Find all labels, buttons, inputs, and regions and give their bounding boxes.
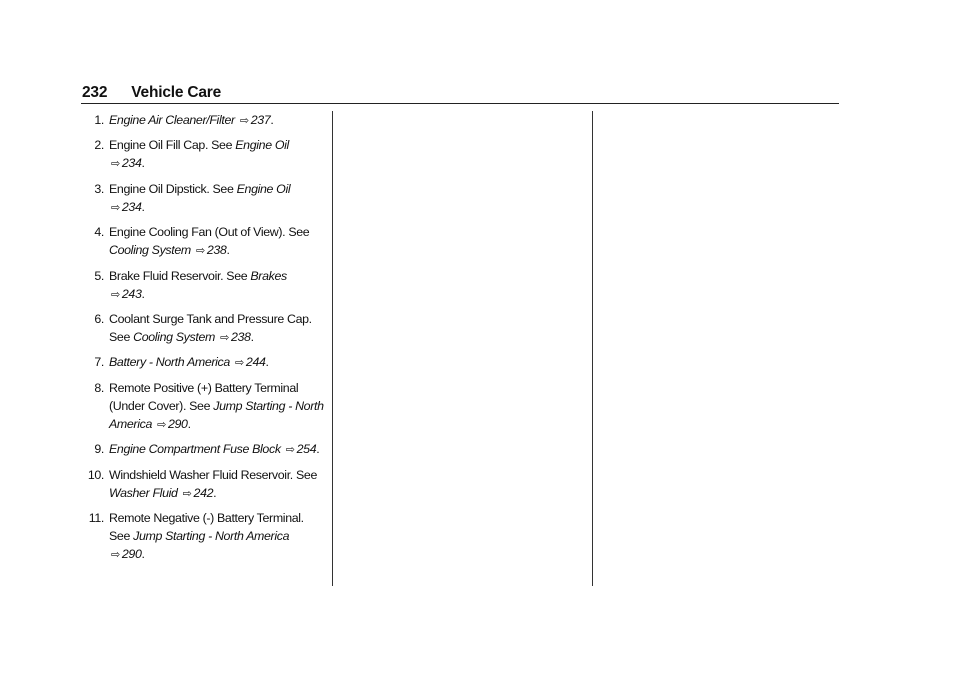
cross-reference-text[interactable]: Battery - North America [109,355,230,370]
section-title: Vehicle Care [131,84,222,101]
item-number: 9. [94,442,104,457]
item-text-segment: . [316,442,320,457]
cross-reference-text[interactable]: 238 [230,329,251,344]
page-reference-arrow-icon: ⇨ [235,357,244,370]
list-item [80,466,325,503]
item-text-segment: Remote Negative (-) Battery Terminal. See [109,510,304,543]
list-item [80,223,325,260]
item-text [109,379,325,434]
column-divider [332,111,333,586]
item-text-segment [191,243,194,257]
item-text-segment: . [226,243,230,258]
item-text-segment: Engine Oil Dipstick. See [109,181,237,196]
page-reference-arrow-icon: ⇨ [111,201,120,214]
item-text [109,466,325,503]
item-text-segment: Engine Oil Fill Cap. See [109,138,236,153]
cross-reference-text[interactable]: 238 [206,243,227,258]
cross-reference-text[interactable]: Brakes [250,268,287,283]
item-text-segment: Coolant Surge Tank and Pressure Cap. See [109,311,312,344]
item-text-segment: . [265,355,269,370]
cross-reference-text[interactable]: 242 [193,485,214,500]
cross-reference-text[interactable]: 290 [167,416,188,431]
cross-reference-text[interactable]: Engine Oil [236,181,291,196]
cross-reference-text[interactable]: Cooling System [109,243,191,258]
item-text-segment: . [213,485,217,500]
item-number: 4. [94,225,104,240]
list-item [80,267,325,304]
list-item [80,310,325,347]
cross-reference-text[interactable]: 254 [296,442,317,457]
page-reference-arrow-icon: ⇨ [285,444,295,457]
page-reference-arrow-icon: ⇨ [182,487,192,500]
cross-reference-text[interactable]: Washer Fluid [109,485,178,500]
item-text-segment [235,113,238,127]
item-text [109,180,325,217]
item-number: 3. [94,181,104,196]
list-item [80,379,325,434]
item-number: 2. [94,138,104,153]
item-number: 7. [94,355,104,370]
cross-reference-text[interactable]: Engine Compartment Fuse Block [109,442,281,457]
item-number: 1. [94,113,104,127]
list-item [80,509,325,564]
header-rule [81,103,839,104]
column-divider [592,111,593,586]
list-item [80,111,325,130]
item-text-segment: Engine Cooling Fan (Out of View). See [109,225,310,240]
page-reference-arrow-icon: ⇨ [157,418,166,431]
item-number: 5. [94,268,104,283]
item-text-segment: . [270,113,274,127]
list-item [80,353,325,372]
cross-reference-text[interactable]: 290 [121,546,142,561]
item-number: 10. [87,467,104,482]
cross-reference-text[interactable]: Jump Starting - North America [109,398,324,431]
page-reference-arrow-icon: ⇨ [239,115,249,127]
cross-reference-text[interactable]: 234 [121,199,142,214]
item-text-segment: Windshield Washer Fluid Reservoir. See [109,467,317,482]
item-text-segment [281,442,284,456]
cross-reference-text[interactable]: 234 [121,156,142,171]
item-text-segment: . [141,199,145,214]
list-item [80,440,325,459]
item-text [109,353,325,372]
page-header [82,84,221,104]
item-text-segment: . [141,156,145,171]
list-item [80,136,325,173]
item-text [109,509,325,564]
item-text [109,223,325,260]
page-reference-arrow-icon: ⇨ [111,158,120,171]
page-reference-arrow-icon: ⇨ [220,331,229,344]
item-text-segment [152,417,155,431]
cross-reference-text[interactable]: Cooling System [133,329,215,344]
item-text [109,136,325,173]
item-text [109,440,325,459]
item-text [109,310,325,347]
item-number: 8. [94,380,104,395]
component-list [80,111,325,570]
item-text-segment: . [141,286,145,301]
page-reference-arrow-icon: ⇨ [111,548,120,561]
item-text [109,111,325,130]
cross-reference-text[interactable]: Jump Starting - North America [133,528,290,543]
page-number: 232 [82,84,108,101]
cross-reference-text[interactable]: 237 [250,113,271,127]
list-item [80,180,325,217]
cross-reference-text[interactable]: Engine Oil [235,138,289,153]
item-text-segment [230,355,233,369]
item-text-segment: . [141,546,145,561]
item-text-segment: Remote Positive (+) Battery Terminal (Under Cover). See [109,380,299,413]
item-text-segment: . [250,329,254,344]
item-text-segment [178,486,181,500]
item-text-segment: . [187,416,191,431]
page-reference-arrow-icon: ⇨ [111,288,120,301]
page-reference-arrow-icon: ⇨ [195,245,205,258]
item-number: 11. [88,510,104,525]
cross-reference-text[interactable]: 243 [121,286,142,301]
item-number: 6. [94,311,104,326]
cross-reference-text[interactable]: 244 [245,355,266,370]
item-text-segment: Brake Fluid Reservoir. See [109,268,251,283]
item-text-segment [215,330,218,344]
cross-reference-text[interactable]: Engine Air Cleaner/Filter [109,113,235,127]
item-text [109,267,325,304]
